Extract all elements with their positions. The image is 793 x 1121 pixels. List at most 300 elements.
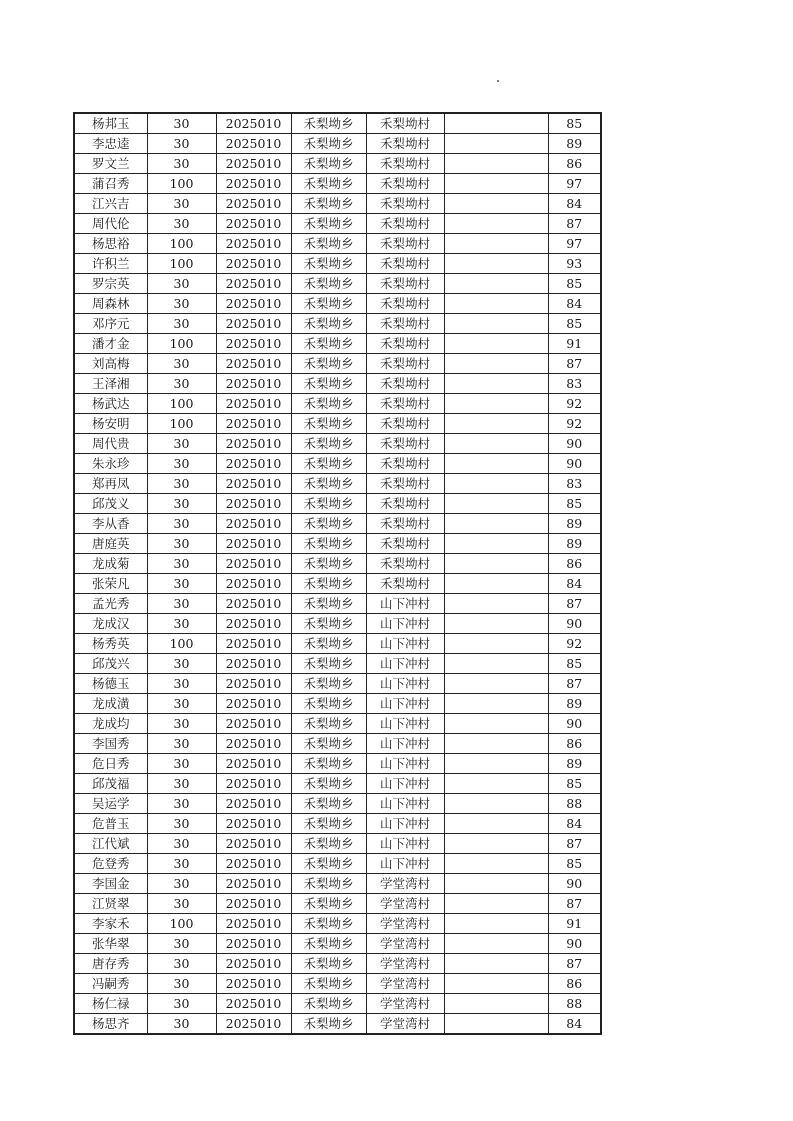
period-cell: 2025010: [216, 954, 291, 974]
township-cell: 禾梨坳乡: [291, 834, 366, 854]
village-cell: 山下冲村: [366, 834, 444, 854]
township-cell: 禾梨坳乡: [291, 1014, 366, 1035]
name-cell: 龙成潢: [74, 694, 147, 714]
period-cell: 2025010: [216, 714, 291, 734]
score-cell: 91: [548, 334, 601, 354]
score-cell: 83: [548, 474, 601, 494]
table-row: [74, 974, 601, 994]
amount-cell: 30: [147, 374, 216, 394]
period-cell: 2025010: [216, 374, 291, 394]
village-cell: 学堂湾村: [366, 894, 444, 914]
township-cell: 禾梨坳乡: [291, 274, 366, 294]
amount-cell: 30: [147, 514, 216, 534]
score-cell: 90: [548, 614, 601, 634]
period-cell: 2025010: [216, 594, 291, 614]
name-cell: 龙成菊: [74, 554, 147, 574]
table-row: [74, 214, 601, 234]
village-cell: 禾梨坳村: [366, 113, 444, 134]
township-cell: 禾梨坳乡: [291, 914, 366, 934]
blank-cell: [444, 134, 548, 154]
amount-cell: 30: [147, 454, 216, 474]
amount-cell: 30: [147, 894, 216, 914]
village-cell: 禾梨坳村: [366, 554, 444, 574]
score-cell: 91: [548, 914, 601, 934]
township-cell: 禾梨坳乡: [291, 614, 366, 634]
village-cell: 禾梨坳村: [366, 334, 444, 354]
amount-cell: 30: [147, 434, 216, 454]
period-cell: 2025010: [216, 654, 291, 674]
score-cell: 89: [548, 134, 601, 154]
township-cell: 禾梨坳乡: [291, 534, 366, 554]
score-cell: 85: [548, 113, 601, 134]
amount-cell: 30: [147, 154, 216, 174]
township-cell: 禾梨坳乡: [291, 454, 366, 474]
village-cell: 山下冲村: [366, 814, 444, 834]
name-cell: 冯嗣秀: [74, 974, 147, 994]
township-cell: 禾梨坳乡: [291, 994, 366, 1014]
blank-cell: [444, 634, 548, 654]
period-cell: 2025010: [216, 554, 291, 574]
table-row: [74, 634, 601, 654]
amount-cell: 30: [147, 934, 216, 954]
blank-cell: [444, 674, 548, 694]
amount-cell: 30: [147, 734, 216, 754]
blank-cell: [444, 694, 548, 714]
name-cell: 邱茂福: [74, 774, 147, 794]
township-cell: 禾梨坳乡: [291, 854, 366, 874]
table-row: [74, 794, 601, 814]
table-row: [74, 314, 601, 334]
name-cell: 李从香: [74, 514, 147, 534]
township-cell: 禾梨坳乡: [291, 154, 366, 174]
score-cell: 90: [548, 714, 601, 734]
period-cell: 2025010: [216, 154, 291, 174]
township-cell: 禾梨坳乡: [291, 634, 366, 654]
township-cell: 禾梨坳乡: [291, 174, 366, 194]
blank-cell: [444, 354, 548, 374]
score-cell: 84: [548, 294, 601, 314]
blank-cell: [444, 474, 548, 494]
table-row: [74, 334, 601, 354]
amount-cell: 100: [147, 634, 216, 654]
name-cell: 唐存秀: [74, 954, 147, 974]
period-cell: 2025010: [216, 774, 291, 794]
period-cell: 2025010: [216, 234, 291, 254]
blank-cell: [444, 514, 548, 534]
period-cell: 2025010: [216, 754, 291, 774]
table-row: [74, 814, 601, 834]
table-row: [74, 434, 601, 454]
amount-cell: 100: [147, 414, 216, 434]
name-cell: 杨思齐: [74, 1014, 147, 1035]
score-cell: 87: [548, 214, 601, 234]
township-cell: 禾梨坳乡: [291, 814, 366, 834]
period-cell: 2025010: [216, 854, 291, 874]
table-row: [74, 554, 601, 574]
village-cell: 禾梨坳村: [366, 454, 444, 474]
township-cell: 禾梨坳乡: [291, 254, 366, 274]
township-cell: 禾梨坳乡: [291, 574, 366, 594]
township-cell: 禾梨坳乡: [291, 334, 366, 354]
score-cell: 90: [548, 874, 601, 894]
table-row: [74, 414, 601, 434]
period-cell: 2025010: [216, 454, 291, 474]
village-cell: 山下冲村: [366, 714, 444, 734]
blank-cell: [444, 894, 548, 914]
blank-cell: [444, 234, 548, 254]
village-cell: 禾梨坳村: [366, 254, 444, 274]
village-cell: 禾梨坳村: [366, 154, 444, 174]
table-row: [74, 454, 601, 474]
township-cell: 禾梨坳乡: [291, 934, 366, 954]
village-cell: 禾梨坳村: [366, 374, 444, 394]
amount-cell: 30: [147, 214, 216, 234]
name-cell: 李家禾: [74, 914, 147, 934]
blank-cell: [444, 934, 548, 954]
score-cell: 88: [548, 794, 601, 814]
score-cell: 97: [548, 234, 601, 254]
township-cell: 禾梨坳乡: [291, 414, 366, 434]
table-row: [74, 734, 601, 754]
period-cell: 2025010: [216, 214, 291, 234]
table-row: [74, 394, 601, 414]
village-cell: 禾梨坳村: [366, 534, 444, 554]
amount-cell: 30: [147, 614, 216, 634]
period-cell: 2025010: [216, 474, 291, 494]
period-cell: 2025010: [216, 194, 291, 214]
amount-cell: 30: [147, 294, 216, 314]
blank-cell: [444, 754, 548, 774]
score-cell: 86: [548, 974, 601, 994]
period-cell: 2025010: [216, 354, 291, 374]
village-cell: 山下冲村: [366, 794, 444, 814]
amount-cell: 30: [147, 534, 216, 554]
amount-cell: 30: [147, 594, 216, 614]
amount-cell: 100: [147, 914, 216, 934]
blank-cell: [444, 314, 548, 334]
score-cell: 85: [548, 274, 601, 294]
blank-cell: [444, 654, 548, 674]
blank-cell: [444, 554, 548, 574]
period-cell: 2025010: [216, 994, 291, 1014]
table-row: [74, 254, 601, 274]
table-row: [74, 714, 601, 734]
table-row: [74, 874, 601, 894]
amount-cell: 30: [147, 654, 216, 674]
township-cell: 禾梨坳乡: [291, 654, 366, 674]
amount-cell: 30: [147, 134, 216, 154]
amount-cell: 30: [147, 974, 216, 994]
village-cell: 禾梨坳村: [366, 434, 444, 454]
amount-cell: 100: [147, 234, 216, 254]
period-cell: 2025010: [216, 794, 291, 814]
village-cell: 学堂湾村: [366, 874, 444, 894]
blank-cell: [444, 1014, 548, 1035]
name-cell: 孟光秀: [74, 594, 147, 614]
period-cell: 2025010: [216, 414, 291, 434]
period-cell: 2025010: [216, 394, 291, 414]
period-cell: 2025010: [216, 134, 291, 154]
village-cell: 禾梨坳村: [366, 474, 444, 494]
name-cell: 邱茂兴: [74, 654, 147, 674]
village-cell: 禾梨坳村: [366, 194, 444, 214]
period-cell: 2025010: [216, 1014, 291, 1035]
township-cell: 禾梨坳乡: [291, 554, 366, 574]
name-cell: 邱茂义: [74, 494, 147, 514]
township-cell: 禾梨坳乡: [291, 694, 366, 714]
name-cell: 危日秀: [74, 754, 147, 774]
village-cell: 学堂湾村: [366, 994, 444, 1014]
period-cell: 2025010: [216, 634, 291, 654]
township-cell: 禾梨坳乡: [291, 954, 366, 974]
table-row: [74, 754, 601, 774]
score-cell: 89: [548, 754, 601, 774]
period-cell: 2025010: [216, 534, 291, 554]
blank-cell: [444, 594, 548, 614]
village-cell: 山下冲村: [366, 594, 444, 614]
table-row: [74, 614, 601, 634]
amount-cell: 30: [147, 714, 216, 734]
period-cell: 2025010: [216, 514, 291, 534]
township-cell: 禾梨坳乡: [291, 754, 366, 774]
score-cell: 87: [548, 954, 601, 974]
village-cell: 山下冲村: [366, 614, 444, 634]
score-cell: 87: [548, 354, 601, 374]
name-cell: 朱永珍: [74, 454, 147, 474]
amount-cell: 30: [147, 854, 216, 874]
blank-cell: [444, 874, 548, 894]
township-cell: 禾梨坳乡: [291, 194, 366, 214]
scan-speck: [497, 80, 499, 82]
amount-cell: 30: [147, 494, 216, 514]
name-cell: 罗宗英: [74, 274, 147, 294]
score-cell: 85: [548, 314, 601, 334]
roster-body: [74, 113, 601, 1034]
table-row: [74, 474, 601, 494]
blank-cell: [444, 914, 548, 934]
amount-cell: 30: [147, 554, 216, 574]
score-cell: 89: [548, 694, 601, 714]
village-cell: 禾梨坳村: [366, 514, 444, 534]
score-cell: 86: [548, 554, 601, 574]
score-cell: 89: [548, 514, 601, 534]
amount-cell: 30: [147, 574, 216, 594]
table-row: [74, 354, 601, 374]
village-cell: 山下冲村: [366, 654, 444, 674]
name-cell: 李忠逵: [74, 134, 147, 154]
blank-cell: [444, 734, 548, 754]
table-row: [74, 194, 601, 214]
village-cell: 山下冲村: [366, 674, 444, 694]
period-cell: 2025010: [216, 614, 291, 634]
blank-cell: [444, 434, 548, 454]
blank-cell: [444, 394, 548, 414]
period-cell: 2025010: [216, 294, 291, 314]
name-cell: 杨思裕: [74, 234, 147, 254]
blank-cell: [444, 614, 548, 634]
blank-cell: [444, 194, 548, 214]
blank-cell: [444, 534, 548, 554]
village-cell: 山下冲村: [366, 754, 444, 774]
period-cell: 2025010: [216, 314, 291, 334]
table-row: [74, 894, 601, 914]
township-cell: 禾梨坳乡: [291, 594, 366, 614]
name-cell: 蒲召秀: [74, 174, 147, 194]
table-row: [74, 654, 601, 674]
table-row: [74, 594, 601, 614]
amount-cell: 30: [147, 834, 216, 854]
period-cell: 2025010: [216, 874, 291, 894]
score-cell: 97: [548, 174, 601, 194]
amount-cell: 30: [147, 194, 216, 214]
score-cell: 92: [548, 634, 601, 654]
name-cell: 张华翠: [74, 934, 147, 954]
township-cell: 禾梨坳乡: [291, 514, 366, 534]
period-cell: 2025010: [216, 734, 291, 754]
township-cell: 禾梨坳乡: [291, 974, 366, 994]
village-cell: 禾梨坳村: [366, 314, 444, 334]
village-cell: 禾梨坳村: [366, 234, 444, 254]
score-cell: 83: [548, 374, 601, 394]
blank-cell: [444, 854, 548, 874]
table-row: [74, 113, 601, 134]
table-row: [74, 154, 601, 174]
name-cell: 杨邦玉: [74, 113, 147, 134]
village-cell: 山下冲村: [366, 774, 444, 794]
amount-cell: 30: [147, 954, 216, 974]
name-cell: 杨武达: [74, 394, 147, 414]
name-cell: 潘才金: [74, 334, 147, 354]
name-cell: 周森林: [74, 294, 147, 314]
township-cell: 禾梨坳乡: [291, 294, 366, 314]
name-cell: 江贤翠: [74, 894, 147, 914]
township-cell: 禾梨坳乡: [291, 314, 366, 334]
score-cell: 84: [548, 194, 601, 214]
township-cell: 禾梨坳乡: [291, 354, 366, 374]
period-cell: 2025010: [216, 894, 291, 914]
blank-cell: [444, 414, 548, 434]
township-cell: 禾梨坳乡: [291, 894, 366, 914]
blank-cell: [444, 454, 548, 474]
period-cell: 2025010: [216, 574, 291, 594]
score-cell: 85: [548, 494, 601, 514]
score-cell: 87: [548, 594, 601, 614]
village-cell: 禾梨坳村: [366, 574, 444, 594]
blank-cell: [444, 274, 548, 294]
amount-cell: 30: [147, 354, 216, 374]
name-cell: 危登秀: [74, 854, 147, 874]
village-cell: 学堂湾村: [366, 934, 444, 954]
table-row: [74, 514, 601, 534]
township-cell: 禾梨坳乡: [291, 774, 366, 794]
township-cell: 禾梨坳乡: [291, 134, 366, 154]
period-cell: 2025010: [216, 113, 291, 134]
score-cell: 87: [548, 834, 601, 854]
amount-cell: 100: [147, 254, 216, 274]
name-cell: 郑再凤: [74, 474, 147, 494]
period-cell: 2025010: [216, 274, 291, 294]
name-cell: 张荣凡: [74, 574, 147, 594]
name-cell: 邓序元: [74, 314, 147, 334]
village-cell: 山下冲村: [366, 854, 444, 874]
amount-cell: 30: [147, 814, 216, 834]
table-row: [74, 694, 601, 714]
period-cell: 2025010: [216, 434, 291, 454]
score-cell: 89: [548, 534, 601, 554]
township-cell: 禾梨坳乡: [291, 794, 366, 814]
amount-cell: 100: [147, 334, 216, 354]
name-cell: 江代斌: [74, 834, 147, 854]
table-row: [74, 834, 601, 854]
township-cell: 禾梨坳乡: [291, 474, 366, 494]
score-cell: 88: [548, 994, 601, 1014]
name-cell: 龙成均: [74, 714, 147, 734]
village-cell: 学堂湾村: [366, 1014, 444, 1035]
township-cell: 禾梨坳乡: [291, 234, 366, 254]
village-cell: 禾梨坳村: [366, 394, 444, 414]
village-cell: 禾梨坳村: [366, 494, 444, 514]
village-cell: 禾梨坳村: [366, 354, 444, 374]
score-cell: 90: [548, 934, 601, 954]
name-cell: 周代伦: [74, 214, 147, 234]
table-row: [74, 914, 601, 934]
score-cell: 85: [548, 654, 601, 674]
village-cell: 禾梨坳村: [366, 174, 444, 194]
score-cell: 85: [548, 854, 601, 874]
score-cell: 85: [548, 774, 601, 794]
name-cell: 江兴吉: [74, 194, 147, 214]
score-cell: 92: [548, 414, 601, 434]
amount-cell: 100: [147, 174, 216, 194]
village-cell: 禾梨坳村: [366, 274, 444, 294]
blank-cell: [444, 794, 548, 814]
table-row: [74, 534, 601, 554]
table-row: [74, 134, 601, 154]
table-row: [74, 234, 601, 254]
village-cell: 山下冲村: [366, 694, 444, 714]
score-cell: 84: [548, 814, 601, 834]
amount-cell: 30: [147, 694, 216, 714]
name-cell: 罗文兰: [74, 154, 147, 174]
blank-cell: [444, 113, 548, 134]
blank-cell: [444, 574, 548, 594]
blank-cell: [444, 954, 548, 974]
amount-cell: 30: [147, 314, 216, 334]
score-cell: 86: [548, 734, 601, 754]
blank-cell: [444, 714, 548, 734]
name-cell: 杨仁禄: [74, 994, 147, 1014]
blank-cell: [444, 994, 548, 1014]
table-row: [74, 494, 601, 514]
name-cell: 杨德玉: [74, 674, 147, 694]
village-cell: 山下冲村: [366, 634, 444, 654]
township-cell: 禾梨坳乡: [291, 214, 366, 234]
score-cell: 84: [548, 1014, 601, 1035]
amount-cell: 30: [147, 994, 216, 1014]
name-cell: 杨秀英: [74, 634, 147, 654]
township-cell: 禾梨坳乡: [291, 434, 366, 454]
blank-cell: [444, 334, 548, 354]
name-cell: 唐庭英: [74, 534, 147, 554]
township-cell: 禾梨坳乡: [291, 734, 366, 754]
blank-cell: [444, 294, 548, 314]
table-row: [74, 674, 601, 694]
score-cell: 93: [548, 254, 601, 274]
table-row: [74, 1014, 601, 1035]
amount-cell: 100: [147, 394, 216, 414]
score-cell: 87: [548, 894, 601, 914]
blank-cell: [444, 774, 548, 794]
